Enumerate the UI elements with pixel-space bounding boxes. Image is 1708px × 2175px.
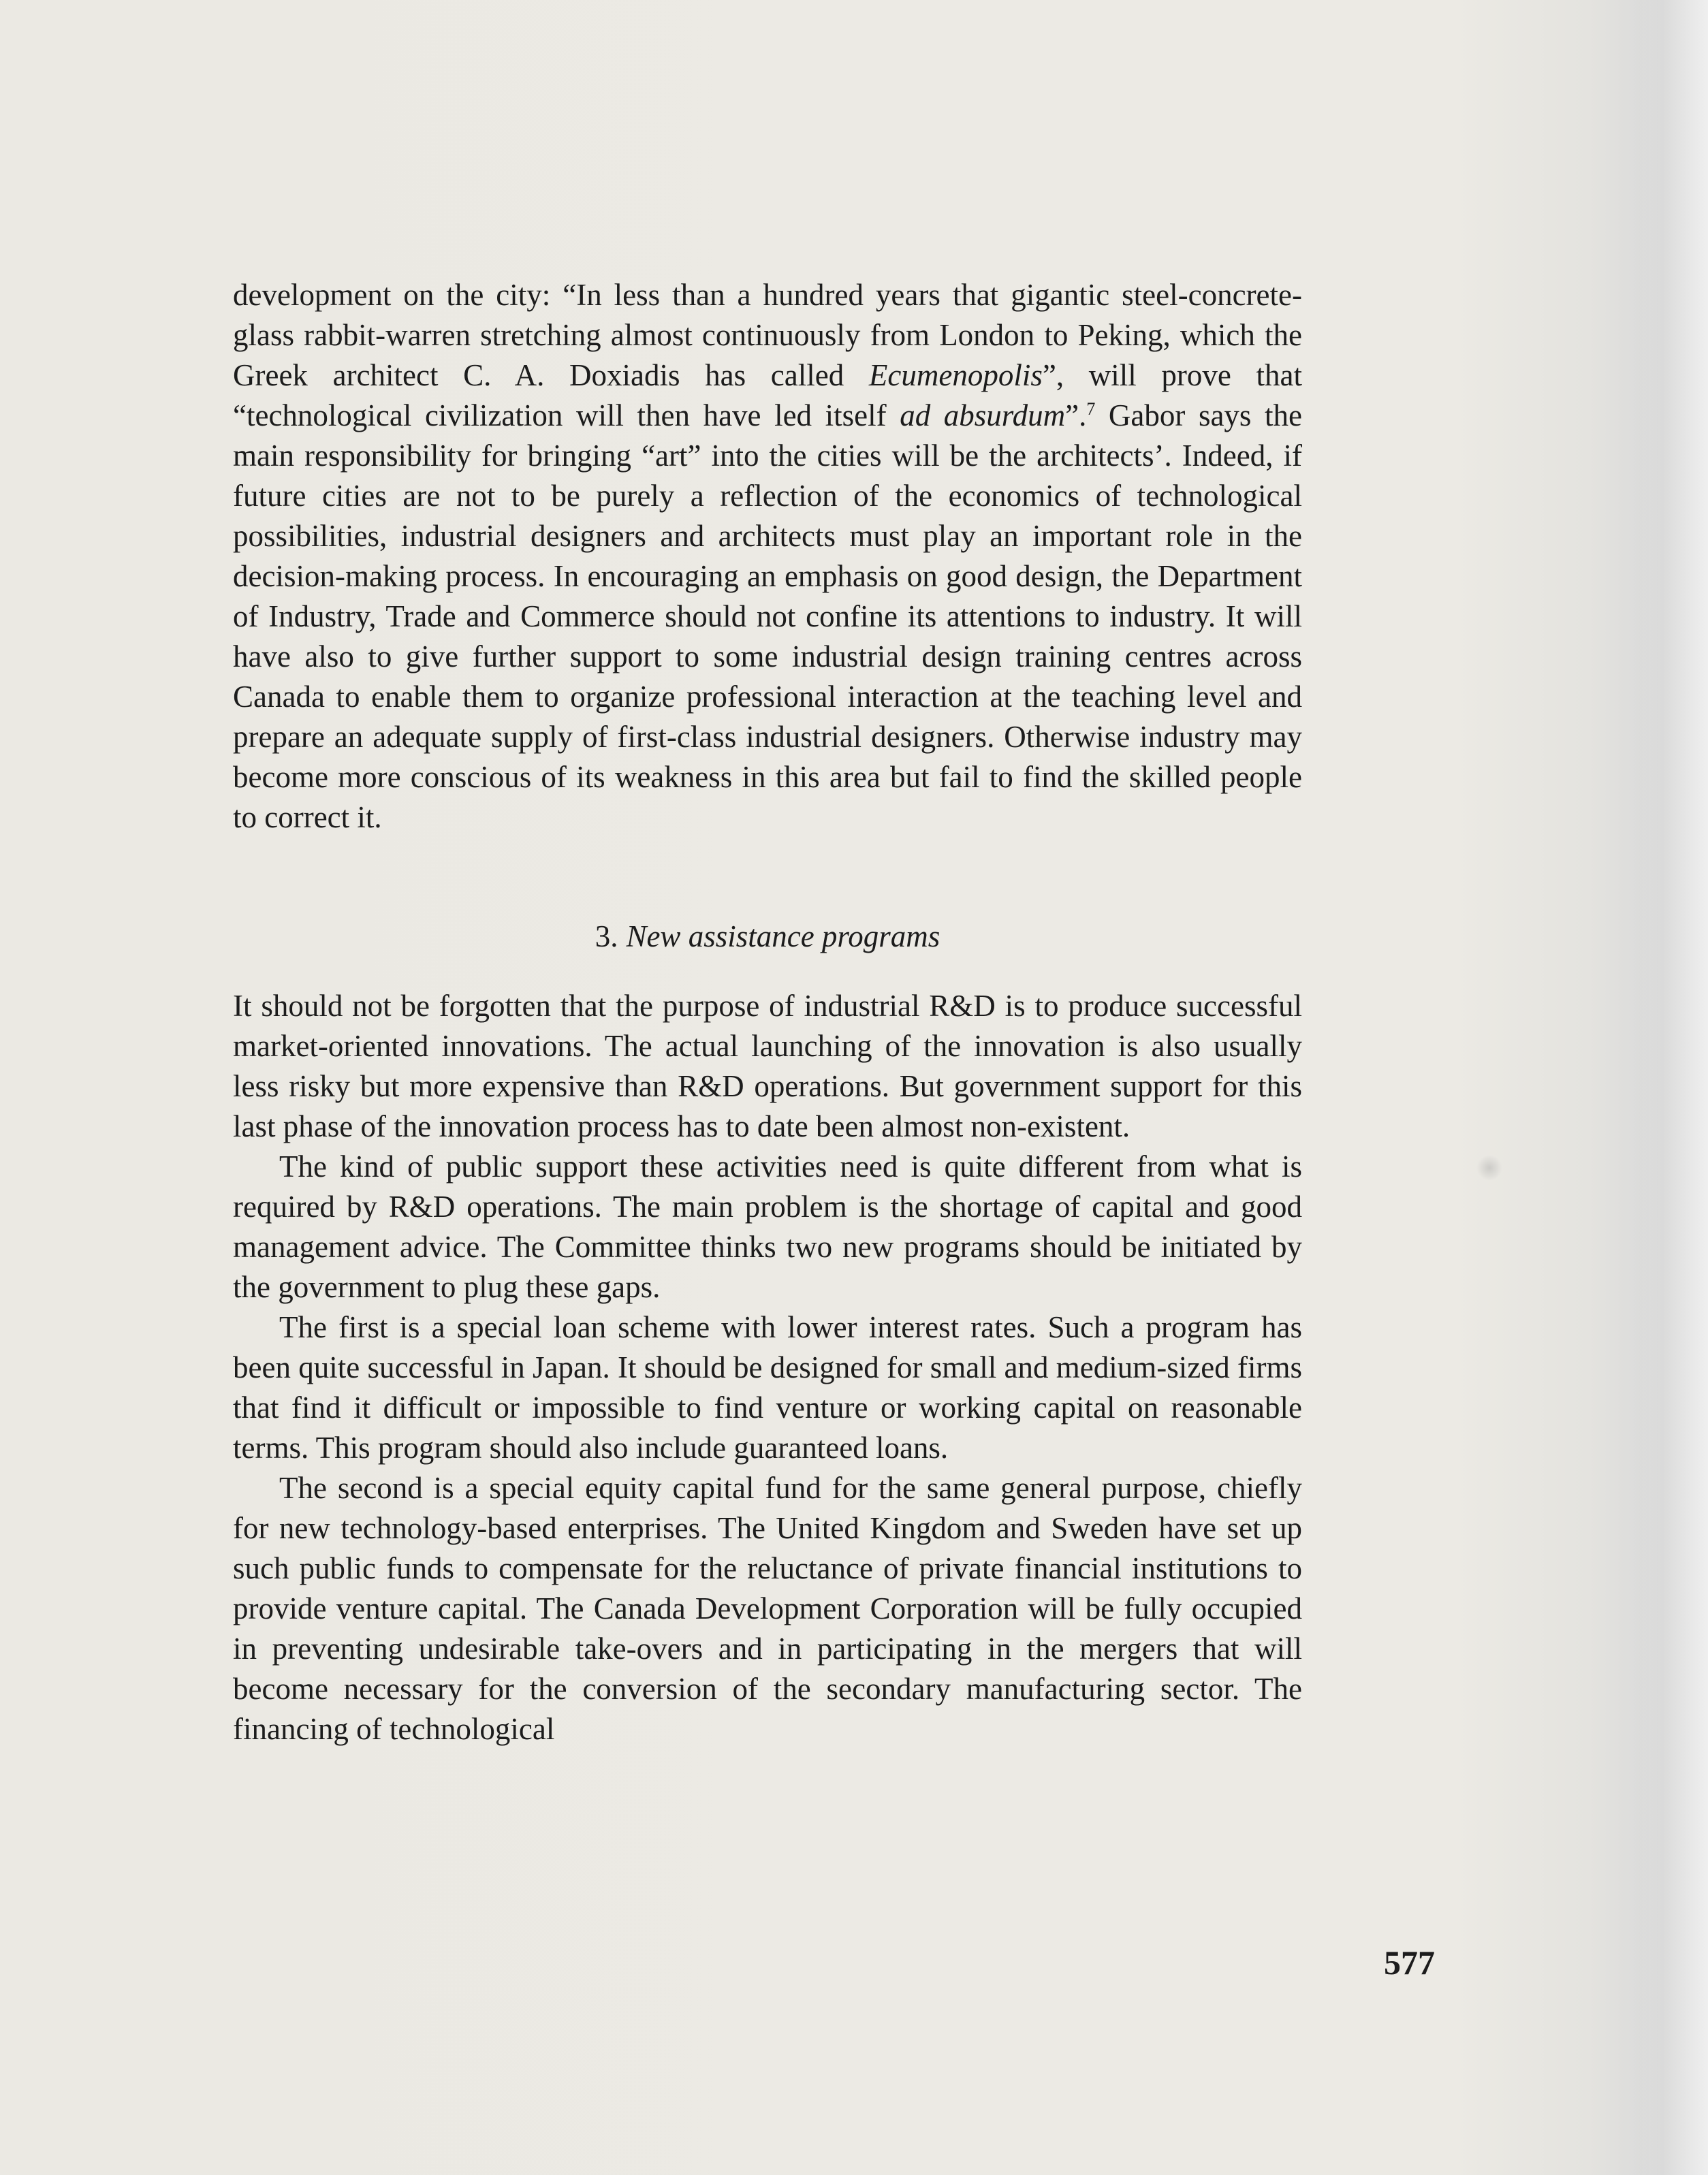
footnote-marker: 7 <box>1086 399 1096 419</box>
text-block-bottom <box>233 986 1302 1749</box>
text-block-top <box>233 275 1302 838</box>
section-heading <box>233 917 1302 957</box>
paragraph-1-text-b: ”, will prove that “technological civilization will then have led itself <box>233 358 1302 432</box>
paragraph-purpose-of-rd: It should not be forgotten that the purpose of industrial R&D is to produce successful market-oriented innovations. The actual launching of the innovation is also usually less risky but more expensive than R&D operations. But government support for this last phase of the innovation process has to date been almost non-existent. <box>233 989 1302 1143</box>
paragraph-public-support: The kind of public support these activities need is quite different from what is required by R&D operations. The main problem is the shortage of capital and good management advice. The Committee thinks two new programs should be initiated by the government to plug these gaps. <box>233 1149 1302 1304</box>
section-title: New assistance programs <box>626 919 940 953</box>
term-ecumenopolis: Ecumenopolis <box>868 358 1043 392</box>
paragraph-1-text-c: ”. <box>1065 398 1087 432</box>
paragraph-equity-fund: The second is a special equity capital fund for the same general purpose, chiefly for new technology-based enterprises. The United Kingdom and Sweden have set up such public funds to compensate for the reluctance of private financial institutions to provide venture capital. The Canada Development Corporation will be fully occupied in preventing undesirable take-overs and in participating in the mergers that will become necessary for the conversion of the secondary manufacturing sector. The financing of technological <box>233 1471 1302 1746</box>
paper-blemish <box>1476 1155 1502 1181</box>
paragraph-1-text-d: Gabor says the main responsibility for bringing “art” into the cities will be the architects’. Indeed, if future cities are not to be purely a reflection of the economics of technological possibilities, industrial designers and architects must play an important role in the decision-making process. In encouraging an emphasis on good design, the Department of Industry, Trade and Commerce should not confine its attentions to industry. It will have also to give further support to some industrial design training centres across Canada to enable them to organize professional interaction at the teaching level and prepare an adequate supply of first-class industrial designers. Otherwise industry may become more conscious of its weakness in this area but fail to find the skilled people to correct it. <box>233 398 1302 834</box>
page-number: 577 <box>1384 1943 1435 1982</box>
page-edge-shadow <box>1633 0 1708 2175</box>
section-number: 3. <box>595 919 618 953</box>
paragraph-1-text-a: development on the city: “In less than a hundred years that gigantic steel-concrete-glass rabbit-warren stretching almost continuously from London to Peking, which the Greek architect C. A. Doxiadis has called <box>233 278 1302 392</box>
paragraph-development-city <box>233 275 1302 838</box>
paragraph-loan-scheme: The first is a special loan scheme with lower interest rates. Such a program has been quite successful in Japan. It should be designed for small and medium-sized firms that find it difficult or impossible to find venture or working capital on reasonable terms. This program should also include guaranteed loans. <box>233 1310 1302 1465</box>
term-ad-absurdum: ad absurdum <box>900 398 1066 432</box>
